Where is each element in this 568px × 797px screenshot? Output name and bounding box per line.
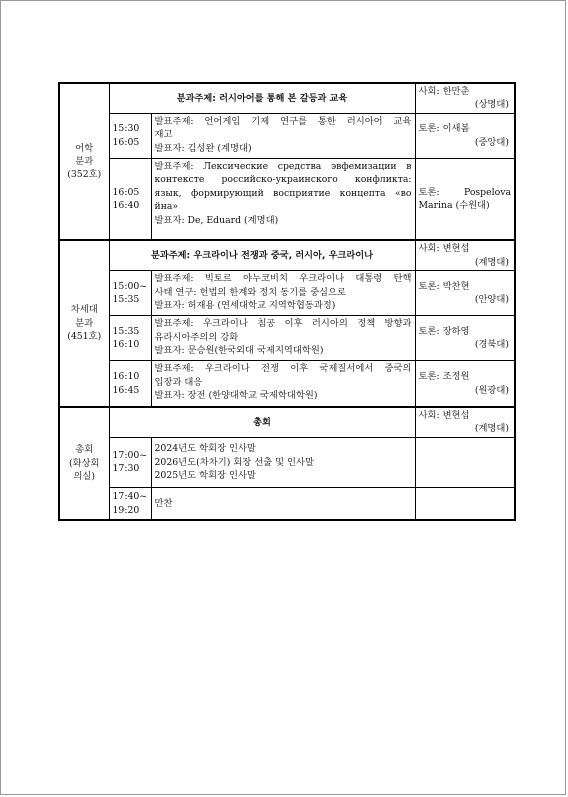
agenda-item: 만찬 <box>154 497 173 509</box>
time-start: 15:35 <box>112 325 140 337</box>
session-topic-row <box>59 83 515 113</box>
discussant-name: 토론: 장하영 <box>418 325 470 337</box>
chair-affiliation: (계명대) <box>474 423 510 435</box>
time-start: 17:40~ <box>112 491 148 503</box>
session-name-line: 차세대 <box>70 304 98 316</box>
time-start: 16:10 <box>112 371 140 383</box>
time-end: 15:35 <box>112 294 140 306</box>
session-name-line: 어학 <box>75 142 94 154</box>
chair-name: 사회: 변현섭 <box>418 409 470 421</box>
time-cell <box>109 487 151 520</box>
talk-row <box>59 361 515 407</box>
discussant-name: 토론: 조정원 <box>418 371 470 383</box>
talk-cell <box>151 316 415 361</box>
discussant-affiliation: (중앙대) <box>474 136 510 148</box>
agenda-item: 2026년도(차차기) 회장 선출 및 인사말 <box>154 456 314 468</box>
time-end: 16:40 <box>112 200 140 212</box>
empty-cell <box>415 437 515 487</box>
discussant-cell <box>415 271 515 316</box>
time-cell <box>109 271 151 316</box>
talk-row <box>59 113 515 158</box>
talk-line: 발표주제: 우크라이나 침공 이후 러시아의 정책 방향과 <box>154 318 412 330</box>
talk-line: 입장과 대응 <box>154 376 203 388</box>
talk-line: 재고 <box>154 129 173 141</box>
session-topic: 분과주제: 우크라이나 전쟁과 중국, 러시아, 우크라이나 <box>109 240 415 270</box>
talk-row <box>59 158 515 240</box>
session-name-line: 총회 <box>75 444 94 456</box>
discussant-cell <box>415 113 515 158</box>
chair-cell <box>415 83 515 113</box>
session-name-cell <box>59 407 109 520</box>
chair-affiliation: (계명대) <box>474 256 510 268</box>
discussant-affiliation: Marina (수원대) <box>418 200 490 212</box>
talk-cell <box>151 271 415 316</box>
discussant-cell <box>415 158 515 240</box>
time-cell <box>109 113 151 158</box>
talk-line: контексте российско-украинского конфликта: <box>154 174 412 186</box>
time-cell <box>109 158 151 240</box>
talk-line: 발표주제: 언어게임 기제 연구를 통한 러시아어 교육 <box>154 115 412 127</box>
session-topic-row <box>59 407 515 437</box>
agenda-cell <box>151 487 415 520</box>
discussant-name: 토론: 박찬현 <box>418 280 470 292</box>
chair-name: 사회: 변현섭 <box>418 243 470 255</box>
session-name-line: (화상회 <box>68 457 100 469</box>
session-name-line: 분과 <box>75 317 94 329</box>
session-name-line: 분과 <box>75 155 94 167</box>
discussant-affiliation: (원광대) <box>474 384 510 396</box>
talk-cell <box>151 158 415 240</box>
time-cell <box>109 437 151 487</box>
agenda-item: 2024년도 학회장 인사말 <box>154 443 256 455</box>
talk-line: 발표주제: 빅토르 야누코비치 우크라이나 대통령 탄핵 <box>154 273 412 285</box>
talk-line: 사태 연구: 헌법의 한계와 정치 동기를 중심으로 <box>154 286 346 298</box>
discussant-affiliation: (안양대) <box>474 294 510 306</box>
time-end: 17:30 <box>112 463 140 475</box>
discussant-name: 토론: 이새봄 <box>418 123 470 135</box>
time-start: 16:05 <box>112 186 140 198</box>
agenda-item: 2025년도 학회장 인사말 <box>154 470 256 482</box>
discussant-cell <box>415 316 515 361</box>
time-start: 17:00~ <box>112 449 148 461</box>
discussant-cell <box>415 361 515 407</box>
time-end: 16:10 <box>112 339 140 351</box>
session-name-line: 의실) <box>73 471 96 483</box>
presenter: 발표자: De, Eduard (계명대) <box>154 214 279 226</box>
talk-cell <box>151 361 415 407</box>
time-start: 15:00~ <box>112 280 148 292</box>
session-name-cell <box>59 240 109 406</box>
talk-row <box>59 316 515 361</box>
session-name-line: (352호) <box>67 169 102 181</box>
session-topic: 총회 <box>109 407 415 437</box>
time-cell <box>109 316 151 361</box>
talk-cell <box>151 113 415 158</box>
chair-name: 사회: 한만춘 <box>418 86 470 97</box>
session-topic-row <box>59 240 515 270</box>
chair-cell <box>415 407 515 437</box>
time-cell <box>109 361 151 407</box>
agenda-cell <box>151 437 415 487</box>
empty-cell <box>415 487 515 520</box>
talk-line: язык, формирующий восприятие концепта «во <box>154 187 412 199</box>
talk-line: 발표주제: 우크라이나 전쟁 이후 국제질서에서 중국의 <box>154 363 412 375</box>
time-end: 19:20 <box>112 504 140 516</box>
session-name-cell <box>59 83 109 240</box>
time-end: 16:45 <box>112 384 140 396</box>
schedule-table <box>58 82 516 521</box>
presenter: 발표자: 장전 (한양대학교 국제학대학원) <box>154 390 318 402</box>
talk-row <box>59 271 515 316</box>
discussant-affiliation: (경북대) <box>474 339 510 351</box>
talk-line: йна» <box>154 201 179 213</box>
talk-row <box>59 437 515 487</box>
session-name-line: (451호) <box>67 331 102 343</box>
talk-row <box>59 487 515 520</box>
talk-line: 발표주제: Лексические средства эвфемизации в <box>154 160 412 172</box>
presenter: 발표자: 김성완 (계명대) <box>154 142 252 154</box>
chair-affiliation: (상명대) <box>474 99 510 111</box>
discussant-name: 토론: Pospelova <box>418 186 512 198</box>
time-start: 15:30 <box>112 123 140 135</box>
session-topic: 분과주제: 러시아어를 통해 본 갈등과 교육 <box>109 83 415 113</box>
talk-line: 유라시아주의의 강화 <box>154 331 239 343</box>
presenter: 발표자: 허재용 (연세대학교 지역학협동과정) <box>154 300 336 312</box>
time-end: 16:05 <box>112 136 140 148</box>
presenter: 발표자: 문승원(한국외대 국제지역대학원) <box>154 345 324 357</box>
chair-cell <box>415 240 515 270</box>
